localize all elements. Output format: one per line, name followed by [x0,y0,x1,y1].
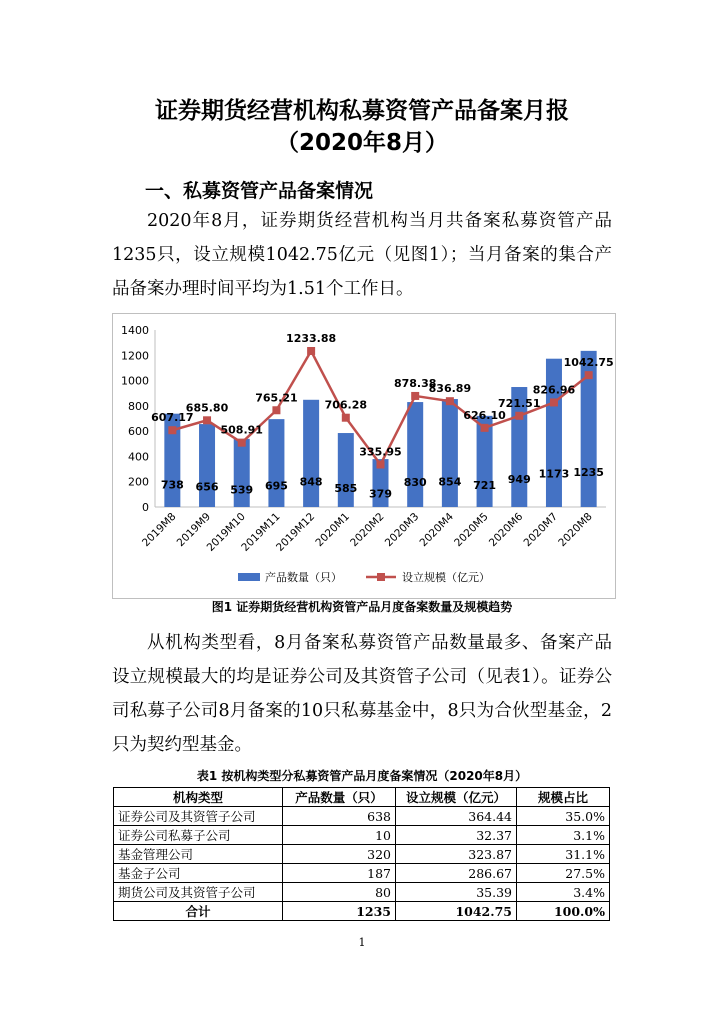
table-total-row [114,902,610,921]
bar [407,402,423,507]
bar-value-label: 585 [334,482,358,496]
x-tick-label: 2020M4 [417,510,457,550]
cell-total-scale: 1042.75 [396,902,517,921]
bar-value-label: 738 [160,478,184,492]
line-point [203,416,211,424]
bar-value-label: 656 [195,480,219,494]
legend-bar-label: 产品数量（只） [265,571,342,584]
cell-scale: 364.44 [396,807,517,826]
chart-frame [112,313,616,599]
x-tick-label: 2020M3 [382,510,422,550]
cell-share: 31.1% [517,845,610,864]
line-value-label: 626.10 [463,408,506,422]
x-tick-label: 2019M12 [273,510,318,554]
x-tick-label: 2019M11 [239,510,283,554]
cell-scale: 323.87 [396,845,517,864]
x-tick-label: 2019M10 [204,510,248,554]
x-tick-label: 2020M1 [313,510,352,550]
cell-type: 证券公司及其资管子公司 [114,807,283,826]
cell-count: 320 [283,845,396,864]
cell-type: 证券公司私募子公司 [114,826,283,845]
page-title: 证券期货经营机构私募资管产品备案月报 [155,98,569,124]
y-tick-label: 1000 [121,374,149,388]
bar [338,433,354,507]
cell-total-share: 100.0% [517,902,610,921]
header-cell: 规模占比 [517,788,610,807]
bar-value-label: 854 [438,475,462,489]
legend-bar-swatch [238,573,260,581]
line-point [411,392,419,400]
line-point [377,461,385,469]
line-point [238,439,246,447]
line-value-label: 607.17 [151,411,194,425]
x-tick-label: 2020M2 [348,510,387,550]
table-row [114,883,610,902]
bar-value-label: 830 [403,476,427,490]
line-value-label: 1233.88 [286,332,337,346]
cell-count: 187 [283,864,396,883]
cell-share: 35.0% [517,807,610,826]
header-cell: 设立规模（亿元） [396,788,517,807]
cell-count: 638 [283,807,396,826]
y-tick-label: 0 [142,501,149,514]
table-row [114,807,610,826]
line-point [515,412,523,420]
cell-scale: 35.39 [396,883,517,902]
legend-line-label: 设立规模（亿元） [402,571,490,584]
page-subtitle: （2020年8月） [275,130,449,156]
line-point [307,347,315,355]
line-value-label: 826.96 [532,383,576,397]
line-point [585,371,593,379]
table-row [114,845,610,864]
x-tick-label: 2020M6 [486,510,526,550]
line-point [342,414,350,422]
bar-line-chart [113,314,615,598]
line-point [446,397,454,405]
cell-count: 10 [283,826,396,845]
bar-value-label: 1173 [538,467,570,481]
cell-total-label: 合计 [114,902,283,921]
bar-value-label: 848 [299,475,323,489]
section-heading: 一、私募资管产品备案情况 [145,180,374,202]
paragraph-2: 从机构类型看，8月备案私募资管产品数量最多、备案产品设立规模最大的均是证券公司及其资管子公司（见表1）。证券公司私募子公司8月备案的10只私募基金中，8只为合伙型基金，2只为契约型基金。 [112,633,612,755]
table-caption: 表1 按机构类型分私募资管产品月度备案情况（2020年8月） [196,769,528,783]
bar-value-label: 949 [507,473,531,487]
y-tick-label: 600 [128,425,149,439]
line-point [550,398,558,406]
bar [199,424,215,507]
bar-value-label: 695 [264,479,288,493]
table-header-row [114,788,610,807]
x-tick-label: 2020M5 [452,510,491,550]
x-tick-label: 2020M8 [556,510,595,550]
cell-type: 期货公司及其资管子公司 [114,883,283,902]
line-value-label: 836.89 [428,382,472,396]
line-value-label: 335.95 [359,445,402,459]
x-tick-label: 2019M8 [139,510,179,550]
line-value-label: 878.38 [393,376,437,390]
line-point [481,424,489,432]
y-tick-label: 400 [128,450,149,464]
page-number: 1 [358,936,366,949]
y-tick-label: 200 [128,475,149,489]
cell-share: 3.4% [517,883,610,902]
bar [546,359,562,507]
bar-value-label: 379 [369,487,392,501]
y-tick-label: 1200 [121,349,149,363]
bar-value-label: 721 [473,478,497,492]
cell-share: 27.5% [517,864,610,883]
cell-type: 基金管理公司 [114,845,283,864]
y-tick-label: 1400 [121,324,149,337]
y-tick-label: 800 [128,399,149,413]
line-point [168,426,176,434]
line-value-label: 765.21 [255,391,298,405]
line-value-label: 508.91 [220,423,263,437]
cell-type: 基金子公司 [114,864,283,883]
line-value-label: 685.80 [185,401,229,415]
table-row [114,864,610,883]
cell-total-count: 1235 [283,902,396,921]
figure-caption: 图1 证券期货经营机构资管产品月度备案数量及规模趋势 [211,600,513,614]
legend-line-marker [377,573,385,581]
table-row [114,826,610,845]
cell-share: 3.1% [517,826,610,845]
line-value-label: 721.51 [498,396,541,410]
line-value-label: 706.28 [324,398,368,412]
paragraph-1: 2020年8月，证券期货经营机构当月共备案私募资管产品1235只，设立规模1042.75亿元（见图1）；当月备案的集合产品备案办理时间平均为1.51个工作日。 [112,211,612,299]
header-cell: 产品数量（只） [283,788,396,807]
line-point [272,406,280,414]
cell-scale: 286.67 [396,864,517,883]
line-value-label: 1042.75 [563,356,614,370]
bar [234,439,250,507]
bar-value-label: 1235 [573,465,604,479]
bar-value-label: 539 [230,483,254,497]
institution-table [113,787,610,921]
bar [442,399,458,507]
cell-count: 80 [283,883,396,902]
x-tick-label: 2019M9 [174,510,214,550]
cell-scale: 32.37 [396,826,517,845]
x-tick-label: 2020M7 [521,510,561,550]
bar [303,400,319,507]
bar [268,419,284,507]
header-cell: 机构类型 [114,788,283,807]
